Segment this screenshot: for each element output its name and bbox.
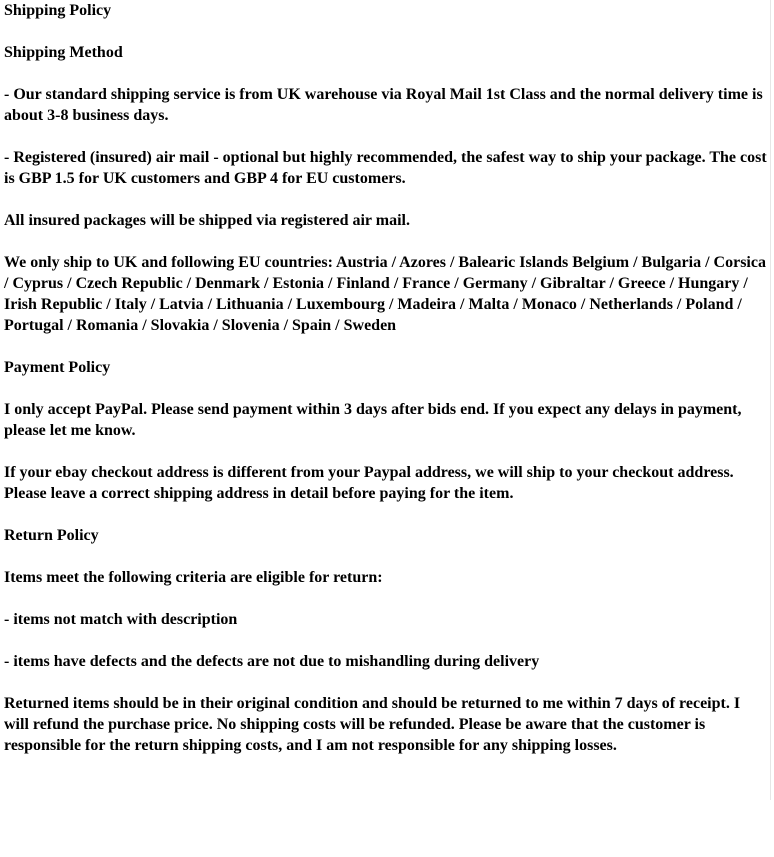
return-conditions-text: Returned items should be in their original condition and should be returned to me within 7 days of receipt. I will refund the purchase price. No shipping costs will be refunded. Please be aware that the customer is responsible for the return shipping costs, and I am not responsible for any shipping losses. xyxy=(4,695,741,754)
shipping-policy-title: Shipping Policy xyxy=(4,2,112,19)
standard-shipping-text: - Our standard shipping service is from UK warehouse via Royal Mail 1st Class and the normal delivery time is about 3-8 business days. xyxy=(4,86,763,124)
return-criterion-item: - items not match with description xyxy=(4,611,238,628)
policy-document xyxy=(4,0,768,777)
return-policy-heading: Return Policy xyxy=(4,527,99,544)
return-criterion-item: - items have defects and the defects are not due to mishandling during delivery xyxy=(4,653,540,670)
page-edge-divider xyxy=(770,0,771,800)
return-criteria-intro: Items meet the following criteria are eligible for return: xyxy=(4,569,383,586)
payment-policy-heading: Payment Policy xyxy=(4,359,111,376)
paypal-payment-text: I only accept PayPal. Please send payment within 3 days after bids end. If you expect any delays in payment, please let me know. xyxy=(4,401,742,439)
registered-mail-text: - Registered (insured) air mail - optional but highly recommended, the safest way to ship your package. The cost is GBP 1.5 for UK customers and GBP 4 for EU customers. xyxy=(4,149,767,187)
checkout-address-text: If your ebay checkout address is different from your Paypal address, we will ship to your checkout address. Please leave a correct shipping address in detail before paying for the item. xyxy=(4,464,734,502)
insured-packages-text: All insured packages will be shipped via registered air mail. xyxy=(4,212,410,229)
shipping-countries-text: We only ship to UK and following EU countries: Austria / Azores / Balearic Islands Belgium / Bulgaria / Corsica / Cyprus / Czech Republic / Denmark / Estonia / Finland / France / Germany / Gibraltar / Greece / Hungary / Irish Republic / Italy / Latvia / Lithuania / Luxembourg / Madeira / Malta / Monaco / Netherlands / Poland / Portugal / Romania / Slovakia / Slovenia / Spain / Sweden xyxy=(4,254,766,334)
shipping-method-heading: Shipping Method xyxy=(4,44,123,61)
